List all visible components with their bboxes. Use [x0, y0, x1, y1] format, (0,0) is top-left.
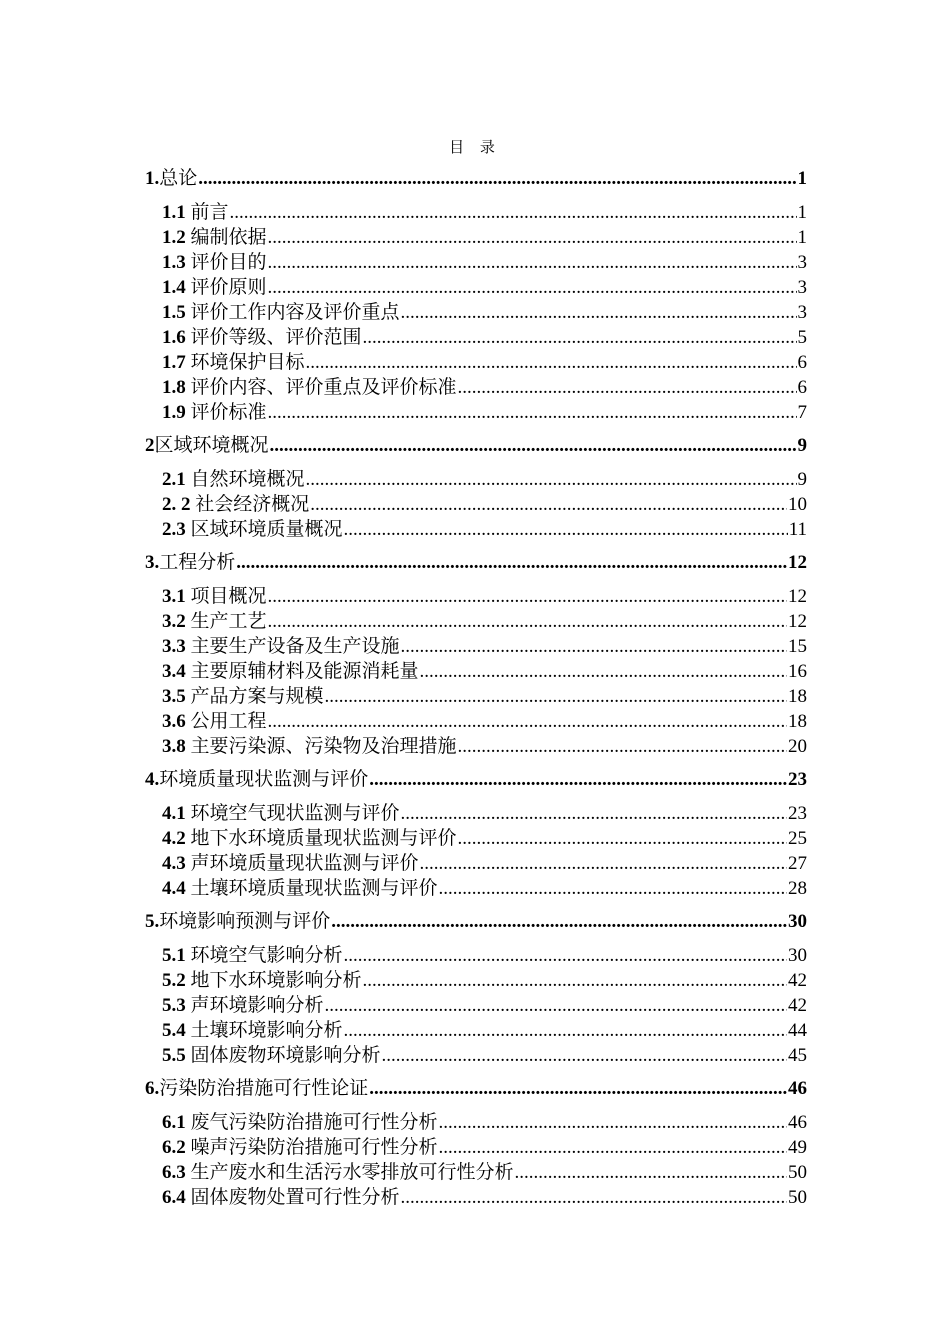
section-title: 评价标准	[190, 402, 267, 423]
toc-section-entry[interactable]	[145, 200, 807, 225]
chapter-number: 6.	[145, 1078, 160, 1099]
section-label	[162, 492, 309, 517]
section-title: 生产废水和生活污水零排放可行性分析	[190, 1162, 514, 1183]
section-page-number: 25	[788, 828, 807, 849]
toc-section-entry[interactable]	[145, 634, 807, 659]
dot-leader	[306, 350, 797, 375]
section-title: 自然环境概况	[190, 469, 305, 490]
toc-section-entry[interactable]	[145, 400, 807, 425]
section-title: 产品方案与规模	[190, 686, 324, 707]
section-title: 环境保护目标	[190, 352, 305, 373]
section-page-number: 20	[788, 736, 807, 757]
section-label	[162, 851, 419, 876]
section-title: 声环境影响分析	[190, 995, 324, 1016]
section-label	[162, 400, 267, 425]
dot-leader	[515, 1160, 787, 1185]
chapter-label	[145, 1076, 368, 1102]
section-label	[162, 1110, 438, 1135]
section-number: 4.1	[162, 803, 186, 824]
section-label	[162, 1185, 400, 1210]
section-label	[162, 584, 267, 609]
dot-leader	[268, 609, 787, 634]
toc-section-entry[interactable]	[145, 275, 807, 300]
section-label	[162, 709, 267, 734]
toc-chapter-entry[interactable]	[145, 166, 807, 192]
section-title: 主要生产设备及生产设施	[190, 636, 400, 657]
chapter-page-number: 12	[788, 552, 807, 573]
dot-leader	[344, 517, 788, 542]
toc-section-entry[interactable]	[145, 851, 807, 876]
section-title: 社会经济概况	[195, 494, 310, 515]
toc-section-entry[interactable]	[145, 375, 807, 400]
dot-leader	[270, 433, 797, 459]
dot-leader	[363, 325, 797, 350]
section-label	[162, 943, 343, 968]
chapter-number: 3.	[145, 552, 160, 573]
dot-leader	[369, 767, 787, 793]
section-label	[162, 275, 267, 300]
toc-chapter-entry[interactable]	[145, 767, 807, 793]
chapter-number: 5.	[145, 911, 160, 932]
section-number: 4.4	[162, 878, 186, 899]
section-page-number: 11	[788, 519, 807, 540]
section-page-number: 49	[788, 1137, 807, 1158]
toc-section-entry[interactable]	[145, 1160, 807, 1185]
chapter-title: 污染防治措施可行性论证	[159, 1078, 369, 1099]
section-label	[162, 467, 305, 492]
dot-leader	[325, 993, 787, 1018]
chapter-label	[145, 767, 368, 793]
section-number: 5.5	[162, 1045, 186, 1066]
section-page-number: 5	[797, 327, 807, 348]
toc-section-entry[interactable]	[145, 1135, 807, 1160]
section-title: 评价工作内容及评价重点	[190, 302, 400, 323]
dot-leader	[268, 584, 787, 609]
dot-leader	[344, 943, 787, 968]
toc-section-entry[interactable]	[145, 517, 807, 542]
section-number: 6.3	[162, 1162, 186, 1183]
chapter-page-number: 30	[788, 911, 807, 932]
section-page-number: 12	[788, 611, 807, 632]
section-page-number: 1	[797, 202, 807, 223]
dot-leader	[331, 909, 787, 935]
section-number: 3.6	[162, 711, 186, 732]
section-title: 噪声污染防治措施可行性分析	[190, 1137, 438, 1158]
dot-leader	[268, 275, 797, 300]
section-number: 3.8	[162, 736, 186, 757]
section-label	[162, 517, 343, 542]
toc-chapter-entry[interactable]	[145, 909, 807, 935]
toc-section-entry[interactable]	[145, 876, 807, 901]
section-number: 1.7	[162, 352, 186, 373]
section-page-number: 50	[788, 1162, 807, 1183]
toc-section-entry[interactable]	[145, 350, 807, 375]
section-title: 声环境质量现状监测与评价	[190, 853, 419, 874]
section-title: 环境空气现状监测与评价	[190, 803, 400, 824]
chapter-title: 总论	[159, 168, 198, 189]
chapter-page-number: 23	[788, 769, 807, 790]
section-page-number: 50	[788, 1187, 807, 1208]
chapter-number: 2	[145, 435, 155, 456]
section-number: 4.2	[162, 828, 186, 849]
section-title: 土壤环境质量现状监测与评价	[190, 878, 438, 899]
dot-leader	[268, 709, 787, 734]
chapter-title: 区域环境概况	[154, 435, 269, 456]
dot-leader	[458, 826, 787, 851]
chapter-title: 工程分析	[159, 552, 236, 573]
dot-leader	[401, 1185, 787, 1210]
section-title: 评价等级、评价范围	[190, 327, 362, 348]
section-label	[162, 225, 267, 250]
dot-leader	[439, 876, 787, 901]
toc-section-entry[interactable]	[145, 968, 807, 993]
section-label	[162, 1018, 343, 1043]
dot-leader	[382, 1043, 787, 1068]
section-title: 评价内容、评价重点及评价标准	[190, 377, 457, 398]
section-number: 2. 2	[162, 494, 191, 515]
toc-section-entry[interactable]	[145, 826, 807, 851]
section-title: 固体废物处置可行性分析	[190, 1187, 400, 1208]
section-number: 5.4	[162, 1020, 186, 1041]
section-label	[162, 350, 305, 375]
section-label	[162, 1135, 438, 1160]
chapter-label	[145, 909, 330, 935]
dot-leader	[306, 467, 797, 492]
section-title: 编制依据	[190, 227, 267, 248]
toc-title: 目 录	[449, 140, 501, 156]
section-number: 1.1	[162, 202, 186, 223]
dot-leader	[268, 250, 797, 275]
section-page-number: 27	[788, 853, 807, 874]
section-title: 前言	[190, 202, 229, 223]
section-title: 主要原辅材料及能源消耗量	[190, 661, 419, 682]
section-title: 环境空气影响分析	[190, 945, 343, 966]
dot-leader	[439, 1135, 787, 1160]
chapter-page-number: 1	[797, 168, 807, 189]
section-number: 1.9	[162, 402, 186, 423]
toc-section-entry[interactable]	[145, 225, 807, 250]
section-page-number: 3	[797, 252, 807, 273]
dot-leader	[325, 684, 787, 709]
chapter-page-number: 46	[788, 1078, 807, 1099]
section-page-number: 3	[797, 277, 807, 298]
section-label	[162, 968, 362, 993]
toc-section-entry[interactable]	[145, 1185, 807, 1210]
toc-section-entry[interactable]	[145, 709, 807, 734]
chapter-label	[145, 433, 269, 459]
section-page-number: 6	[797, 377, 807, 398]
section-page-number: 46	[788, 1112, 807, 1133]
section-number: 2.3	[162, 519, 186, 540]
section-number: 2.1	[162, 469, 186, 490]
section-number: 6.4	[162, 1187, 186, 1208]
toc-section-entry[interactable]	[145, 1018, 807, 1043]
section-page-number: 10	[788, 494, 807, 515]
section-page-number: 28	[788, 878, 807, 899]
section-title: 主要污染源、污染物及治理措施	[190, 736, 457, 757]
section-title: 地下水环境影响分析	[190, 970, 362, 991]
dot-leader	[369, 1076, 787, 1102]
toc-section-entry[interactable]	[145, 325, 807, 350]
section-number: 3.4	[162, 661, 186, 682]
chapter-title: 环境质量现状监测与评价	[159, 769, 369, 790]
toc-section-entry[interactable]	[145, 943, 807, 968]
section-page-number: 16	[788, 661, 807, 682]
dot-leader	[401, 801, 787, 826]
dot-leader	[420, 659, 787, 684]
section-label	[162, 826, 457, 851]
section-label	[162, 801, 400, 826]
section-number: 1.4	[162, 277, 186, 298]
section-number: 3.2	[162, 611, 186, 632]
section-number: 3.3	[162, 636, 186, 657]
chapter-page-number: 9	[797, 435, 807, 456]
toc-chapter-entry[interactable]	[145, 433, 807, 459]
section-page-number: 18	[788, 711, 807, 732]
section-label	[162, 1043, 381, 1068]
section-label	[162, 200, 229, 225]
section-title: 公用工程	[190, 711, 267, 732]
section-label	[162, 1160, 514, 1185]
section-title: 评价原则	[190, 277, 267, 298]
section-label	[162, 684, 324, 709]
section-page-number: 18	[788, 686, 807, 707]
section-number: 1.8	[162, 377, 186, 398]
dot-leader	[420, 851, 787, 876]
section-page-number: 9	[797, 469, 807, 490]
dot-leader	[268, 225, 797, 250]
toc-section-entry[interactable]	[145, 584, 807, 609]
section-page-number: 45	[788, 1045, 807, 1066]
section-label	[162, 993, 324, 1018]
section-page-number: 30	[788, 945, 807, 966]
toc-section-entry[interactable]	[145, 1110, 807, 1135]
section-page-number: 23	[788, 803, 807, 824]
section-label	[162, 375, 457, 400]
toc-section-entry[interactable]	[145, 467, 807, 492]
section-number: 4.3	[162, 853, 186, 874]
section-number: 3.5	[162, 686, 186, 707]
toc-section-entry[interactable]	[145, 300, 807, 325]
section-title: 项目概况	[190, 586, 267, 607]
toc-section-entry[interactable]	[145, 1043, 807, 1068]
dot-leader	[458, 375, 797, 400]
section-title: 地下水环境质量现状监测与评价	[190, 828, 457, 849]
section-number: 1.5	[162, 302, 186, 323]
section-number: 1.3	[162, 252, 186, 273]
section-label	[162, 876, 438, 901]
chapter-label	[145, 166, 197, 192]
section-number: 5.3	[162, 995, 186, 1016]
section-page-number: 1	[797, 227, 807, 248]
toc-section-entry[interactable]	[145, 993, 807, 1018]
section-page-number: 7	[797, 402, 807, 423]
section-number: 1.6	[162, 327, 186, 348]
table-of-contents	[145, 166, 807, 1210]
toc-section-entry[interactable]	[145, 801, 807, 826]
section-label	[162, 250, 267, 275]
section-number: 6.1	[162, 1112, 186, 1133]
section-label	[162, 325, 362, 350]
chapter-number: 4.	[145, 769, 160, 790]
section-label	[162, 734, 457, 759]
section-number: 1.2	[162, 227, 186, 248]
section-title: 区域环境质量概况	[190, 519, 343, 540]
dot-leader	[268, 400, 797, 425]
chapter-label	[145, 550, 235, 576]
toc-section-entry[interactable]	[145, 659, 807, 684]
section-label	[162, 634, 400, 659]
dot-leader	[344, 1018, 787, 1043]
dot-leader	[230, 200, 797, 225]
chapter-number: 1.	[145, 168, 160, 189]
section-number: 3.1	[162, 586, 186, 607]
toc-section-entry[interactable]	[145, 492, 807, 517]
toc-section-entry[interactable]	[145, 250, 807, 275]
section-title: 生产工艺	[190, 611, 267, 632]
section-number: 6.2	[162, 1137, 186, 1158]
section-page-number: 42	[788, 970, 807, 991]
section-page-number: 15	[788, 636, 807, 657]
section-title: 土壤环境影响分析	[190, 1020, 343, 1041]
section-number: 5.1	[162, 945, 186, 966]
toc-chapter-entry[interactable]	[145, 1076, 807, 1102]
section-page-number: 12	[788, 586, 807, 607]
toc-section-entry[interactable]	[145, 734, 807, 759]
dot-leader	[310, 492, 787, 517]
dot-leader	[439, 1110, 787, 1135]
section-label	[162, 609, 267, 634]
dot-leader	[363, 968, 787, 993]
dot-leader	[198, 166, 796, 192]
section-label	[162, 659, 419, 684]
chapter-title: 环境影响预测与评价	[159, 911, 331, 932]
section-title: 固体废物环境影响分析	[190, 1045, 381, 1066]
section-title: 废气污染防治措施可行性分析	[190, 1112, 438, 1133]
dot-leader	[458, 734, 787, 759]
section-page-number: 44	[788, 1020, 807, 1041]
section-label	[162, 300, 400, 325]
dot-leader	[236, 550, 787, 576]
section-page-number: 42	[788, 995, 807, 1016]
section-title: 评价目的	[190, 252, 267, 273]
dot-leader	[401, 300, 797, 325]
toc-chapter-entry[interactable]	[145, 550, 807, 576]
section-page-number: 3	[797, 302, 807, 323]
toc-section-entry[interactable]	[145, 609, 807, 634]
section-number: 5.2	[162, 970, 186, 991]
dot-leader	[401, 634, 787, 659]
toc-section-entry[interactable]	[145, 684, 807, 709]
section-page-number: 6	[797, 352, 807, 373]
